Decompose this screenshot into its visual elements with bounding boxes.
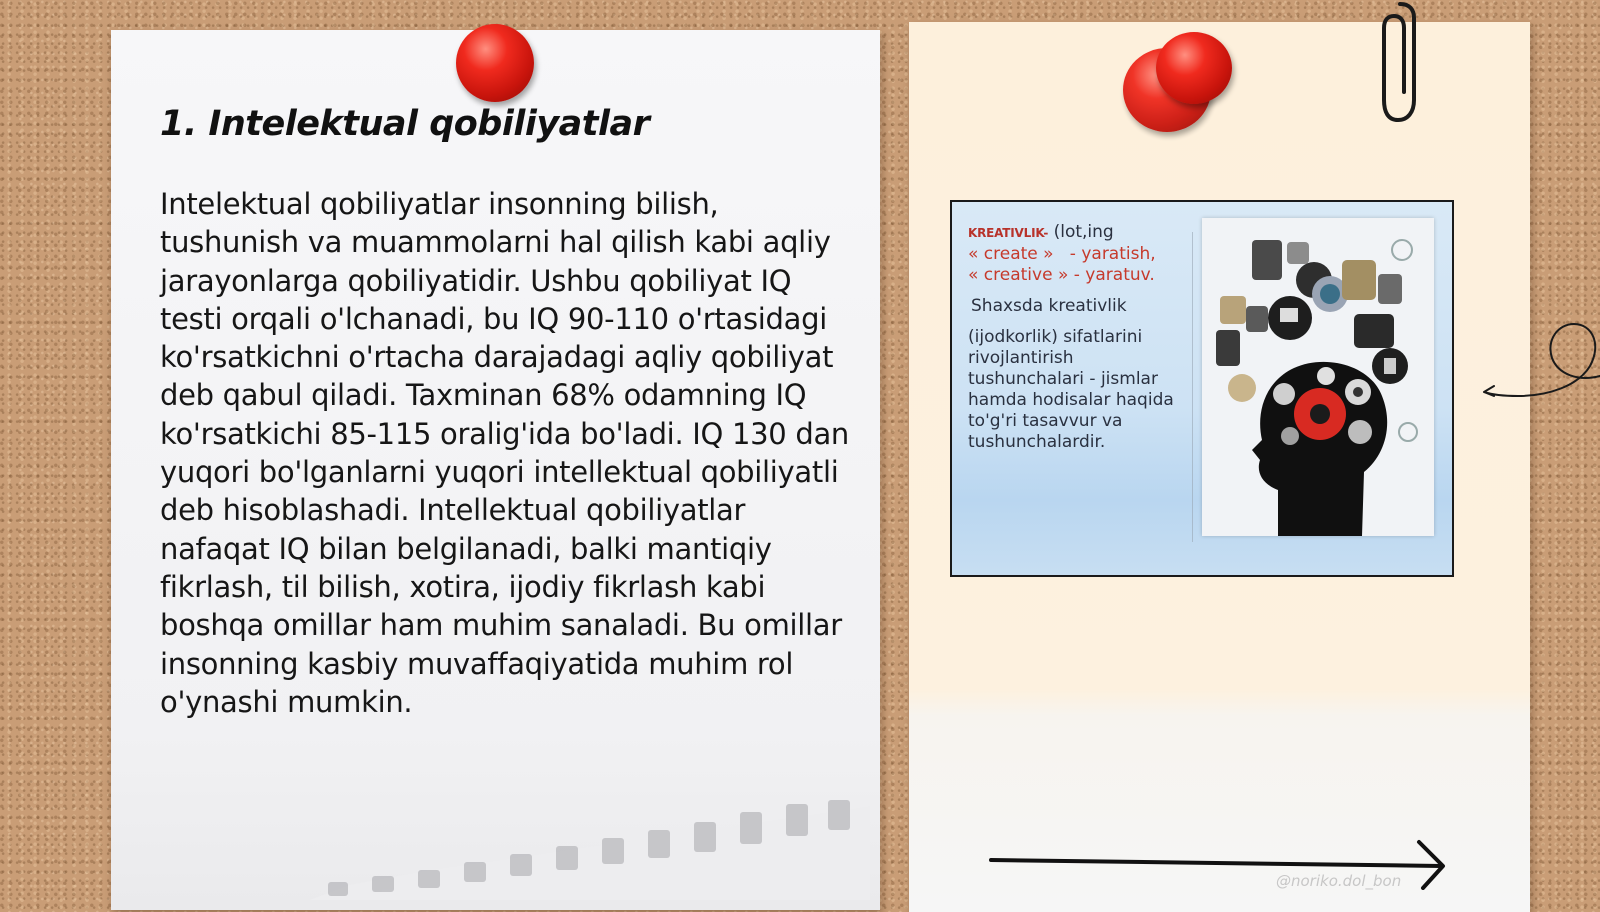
kreativlik-image [950, 200, 1454, 577]
image-line-2 [968, 244, 1193, 265]
image-line-3 [968, 265, 1193, 286]
watermark: @noriko.dol_bon [1276, 872, 1402, 890]
meaning-creative: - yaratuv. [1073, 265, 1155, 285]
scribble-loop-icon [1478, 310, 1600, 410]
paperclip-icon [1378, 0, 1422, 124]
image-line-a: Shaxsda kreativlik [971, 296, 1127, 316]
image-line-c: rivojlantirish [968, 348, 1074, 368]
origin-label: (lot,ing [1053, 222, 1114, 242]
image-line-b: (ijodkorlik) sifatlarini [968, 327, 1143, 347]
keyword-label: KREATIVLIK- [968, 226, 1049, 240]
torn-paper-edge [310, 800, 870, 900]
word-create: « create » [968, 244, 1054, 264]
image-line-g: tushunchalardir. [968, 432, 1106, 452]
image-text [968, 222, 1193, 453]
image-line-e: hamda hodisalar haqida [968, 390, 1174, 410]
image-line-d: tushunchalari - jismlar [968, 369, 1158, 389]
slide-title: 1. Intelektual qobiliyatlar [160, 104, 650, 144]
push-pin-icon [456, 24, 534, 102]
image-divider [1192, 232, 1193, 542]
word-creative: « creative » [968, 265, 1069, 285]
image-line-f: to'g'ri tasavvur va [968, 411, 1123, 431]
meaning-create: - yaratish, [1069, 244, 1156, 264]
body-paragraph: Intelektual qobiliyatlar insonning bilish, tushunish va muammolarni hal qilish kabi aqliy jarayonlarga qobiliyatidir. Ushbu qobiliyat IQ testi orqali o'lchanadi, bu IQ 90-110 o'rtasidagi ko'rsatkichni o'rtacha darajadagi aqliy qobiliyat deb qabul qiladi. Taxminan 68% odamning IQ ko'rsatkichi 85-115 oralig'ida bo'ladi. IQ 130 dan yuqori bo'lganlarni yuqori intellektual qobiliyatli deb hisoblashadi. Intellektual qobiliyatlar nafaqat IQ bilan belgilanadi, balki mantiqiy fikrlash, til bilish, xotira, ijodiy fikrlash kabi boshqa omillar ham muhim sanaladi. Bu omillar insonning kasbiy muvaffaqiyatida muhim rol o'ynashi mumkin. [160, 187, 850, 719]
push-pin-icon [1156, 32, 1232, 104]
head-silhouette-icon [1202, 218, 1434, 536]
image-line-1 [968, 222, 1193, 244]
